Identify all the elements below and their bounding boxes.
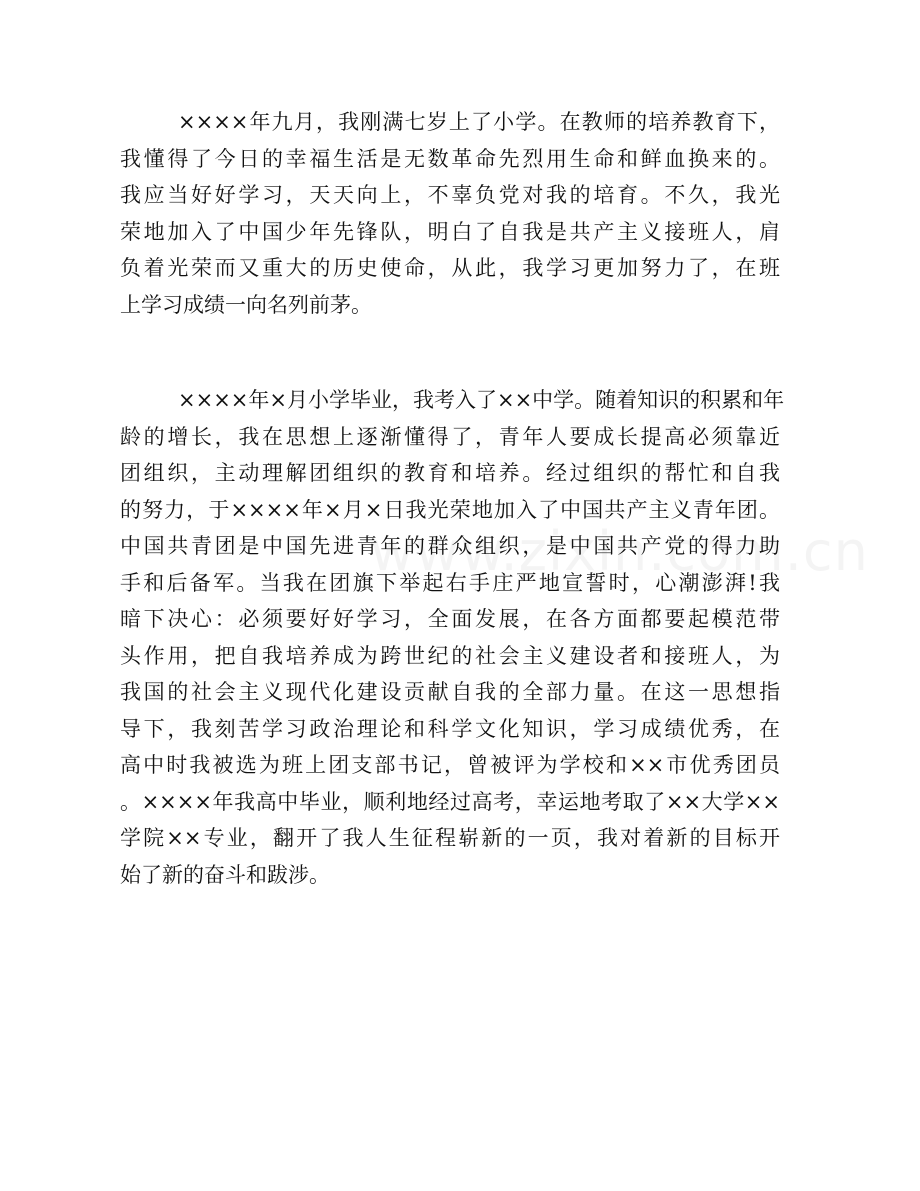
text-line: 负着光荣而又重大的历史使命，从此，我学习更加努力了，在班 [120, 256, 780, 280]
text-line: 我懂得了今日的幸福生活是无数革命先烈用生命和鲜血换来的。 [120, 146, 780, 171]
text-line: 荣地加入了中国少年先锋队，明白了自我是共产主义接班人，肩 [120, 219, 780, 244]
text-line: 团组织，主动理解团组织的教育和培养。经过组织的帮忙和自我 [120, 461, 780, 485]
text-line: 学院××专业，翻开了我人生征程崭新的一页，我对着新的目标开 [120, 826, 780, 850]
text-line: 手和后备军。当我在团旗下举起右手庄严地宣誓时，心潮澎湃!我 [120, 570, 780, 595]
text-line: 高中时我被选为班上团支部书记，曾被评为学校和××市优秀团员 [120, 753, 780, 777]
text-line: ××××年×月小学毕业，我考入了××中学。随着知识的积累和年 [178, 388, 785, 412]
paragraph-2 [120, 382, 785, 893]
text-line: 头作用，把自我培养成为跨世纪的社会主义建设者和接班人，为 [120, 643, 780, 668]
text-line: 上学习成绩一向名列前茅。 [120, 292, 372, 317]
text-line: 导下，我刻苦学习政治理论和科学文化知识，学习成绩优秀，在 [120, 716, 780, 741]
text-line: 我国的社会主义现代化建设贡献自我的全部力量。在这一思想指 [120, 680, 780, 704]
text-line: 中国共青团是中国先进青年的群众组织，是中国共产党的得力助 [120, 534, 780, 558]
text-line: 暗下决心：必须要好好学习，全面发展，在各方面都要起模范带 [120, 607, 780, 631]
text-line: 我应当好好学习，天天向上，不辜负党对我的培育。不久，我光 [120, 183, 780, 207]
paragraph-1 [120, 104, 780, 323]
text-line: 龄的增长，我在思想上逐渐懂得了，青年人要成长提高必须靠近 [120, 424, 780, 449]
text-line: 。××××年我高中毕业，顺利地经过高考，幸运地考取了××大学×× [120, 789, 780, 814]
text-line: 始了新的奋斗和跋涉。 [120, 862, 330, 887]
text-line: 的努力，于××××年×月×日我光荣地加入了中国共产主义青年团。 [120, 497, 780, 522]
text-line: ××××年九月，我刚满七岁上了小学。在教师的培养教育下， [178, 110, 780, 134]
